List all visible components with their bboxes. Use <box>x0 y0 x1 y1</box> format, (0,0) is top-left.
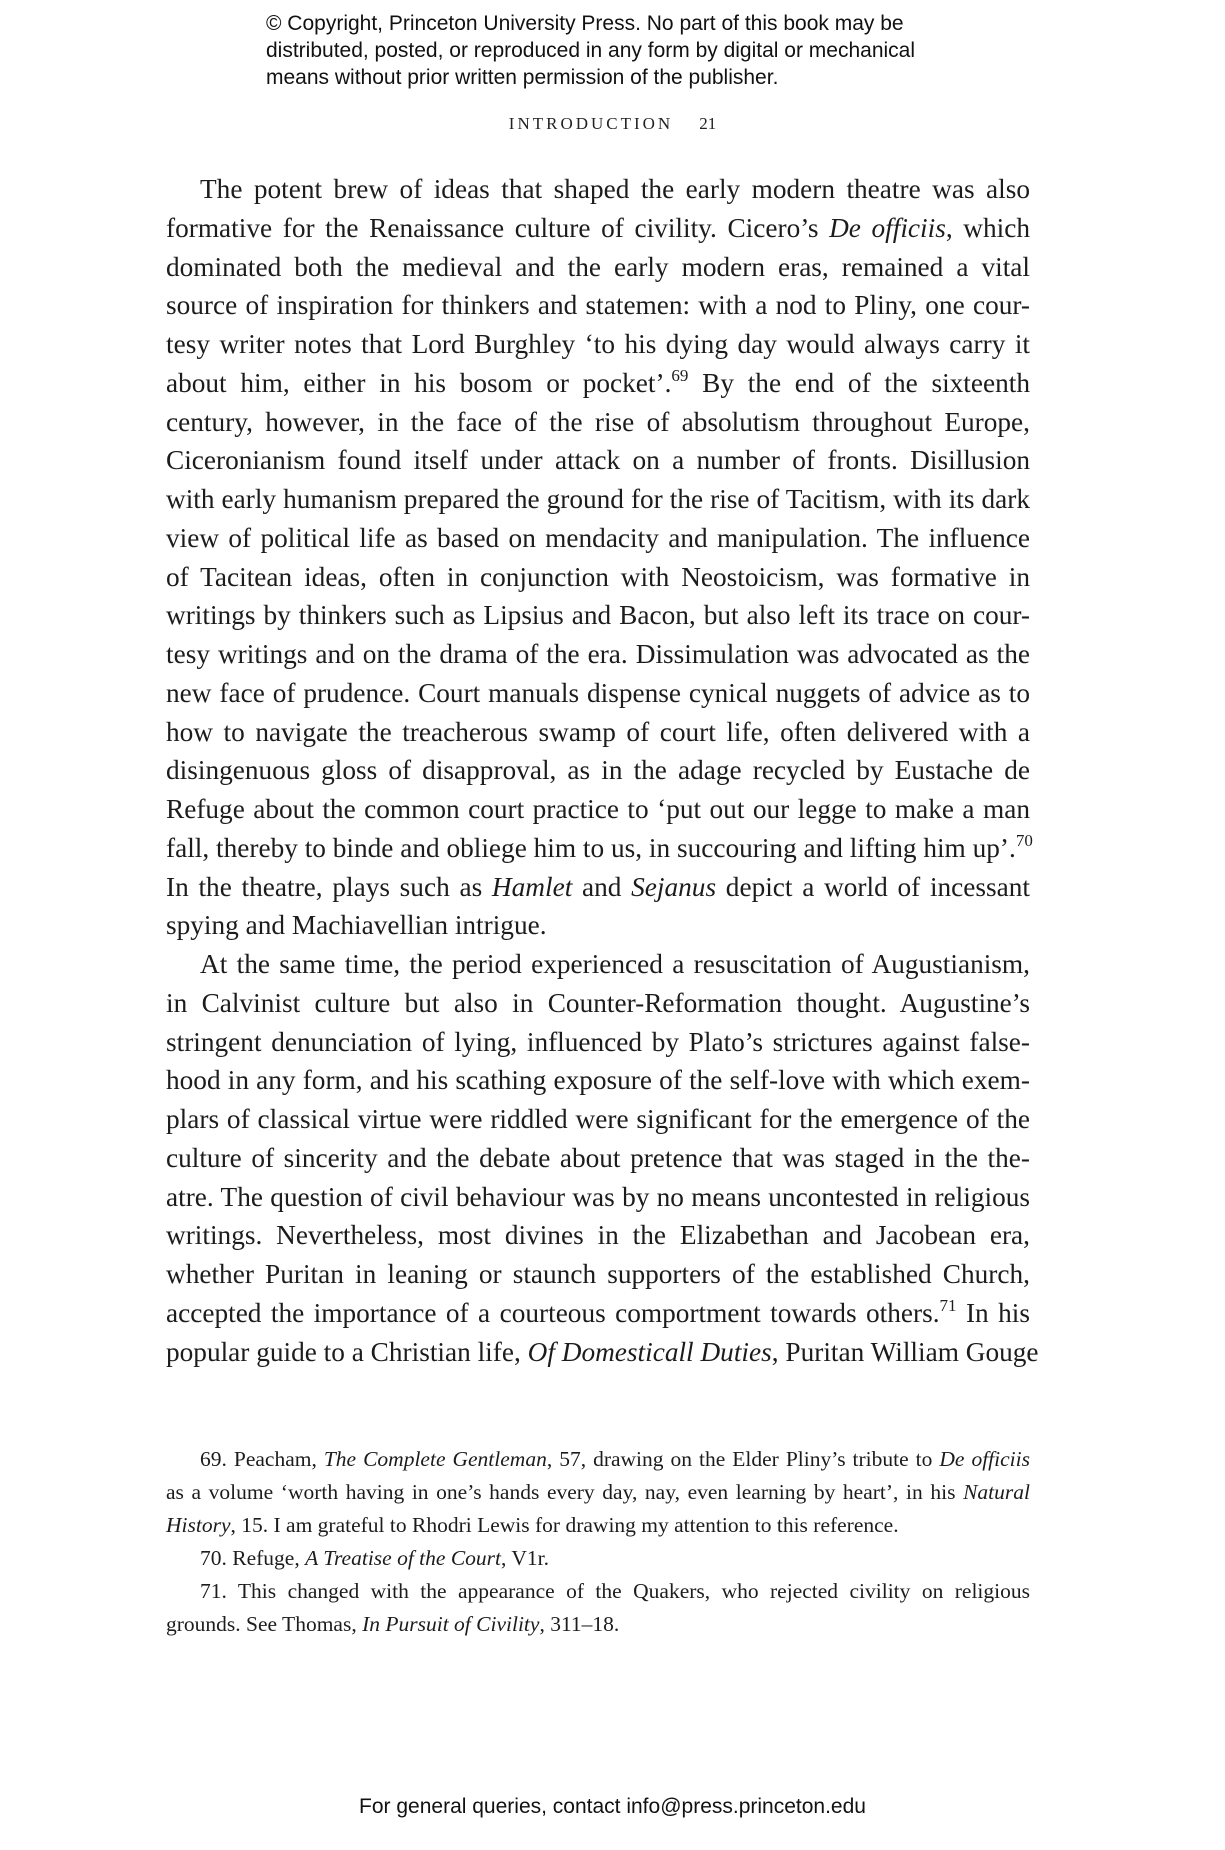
body-line: in Calvinist culture but also in Counter-Reformation thought. Augustine’s <box>166 987 1030 1018</box>
body-line: accepted the importance of a courteous comportment towards others.$^{71}$ In his <box>166 1295 1030 1328</box>
copyright-line: distributed, posted, or reproduced in any form by digital or mechanical <box>266 39 916 62</box>
body-line: At the same time, the period experienced a resuscitation of Augustianism, <box>200 949 1030 979</box>
body-line: how to navigate the treacherous swamp of court life, often delivered with a <box>166 716 1030 747</box>
footnote-ref: 69 <box>671 365 689 385</box>
body-line: of Tacitean ideas, often in conjunction with Neostoicism, was formative in <box>166 561 1030 592</box>
body-line: fall, thereby to binde and obliege him to us, in succouring and lifting him up’.$^{70}$ <box>166 830 1033 863</box>
page-number: 21 <box>699 114 717 133</box>
body-line: atre. The question of civil behaviour was by no means uncontested in religious <box>166 1181 1030 1212</box>
body-line: new face of prudence. Court manuals dispense cynical nuggets of advice as to <box>166 677 1030 708</box>
body-line: whether Puritan in leaning or staunch supporters of the established Church, <box>166 1259 1030 1289</box>
footnote-ref: 71 <box>939 1295 957 1315</box>
body-line: century, however, in the face of the rise of absolutism throughout Europe, <box>166 406 1030 437</box>
body-line: popular guide to a Christian life, Of Domesticall Duties, Puritan William Gouge <box>166 1336 1039 1367</box>
body-line: source of inspiration for thinkers and statemen: with a nod to Pliny, one cour- <box>166 290 1030 321</box>
copyright-line: © Copyright, Princeton University Press. No part of this book may be <box>266 12 904 35</box>
body-line: In the theatre, plays such as Hamlet and Sejanus depict a world of incessant <box>166 871 1030 902</box>
body-line: writings. Nevertheless, most divines in the Elizabethan and Jacobean era, <box>166 1220 1030 1251</box>
footnote-line: 70. Refuge, A Treatise of the Court, V1r. <box>200 1546 549 1570</box>
body-line: about him, either in his bosom or pocket’.$^{69}$ By the end of the sixteenth <box>166 365 1030 398</box>
body-line: formative for the Renaissance culture of civility. Cicero’s De officiis, which <box>166 212 1031 243</box>
body-line: disingenuous gloss of disapproval, as in the adage recycled by Eustache de <box>166 755 1030 786</box>
body-text <box>166 170 1039 1371</box>
body-line: Ciceronianism found itself under attack on a number of fronts. Disillusion <box>166 445 1030 476</box>
running-head <box>0 114 1225 134</box>
footnote-line: History, 15. I am grateful to Rhodri Lewis for drawing my attention to this reference. <box>166 1513 899 1537</box>
running-head-section: INTRODUCTION <box>508 114 674 133</box>
body-line: plars of classical virtue were riddled were significant for the emergence of the <box>166 1104 1030 1134</box>
body-line: dominated both the medieval and the early modern eras, remained a vital <box>166 251 1030 282</box>
footnote-line: grounds. See Thomas, In Pursuit of Civility, 311–18. <box>166 1612 620 1636</box>
body-line: spying and Machiavellian intrigue. <box>166 910 547 941</box>
footnote-ref: 70 <box>1015 830 1033 850</box>
body-line: tesy writer notes that Lord Burghley ‘to his dying day would always carry it <box>166 329 1030 359</box>
body-line: view of political life as based on mendacity and manipulation. The influence <box>166 522 1030 553</box>
body-line: The potent brew of ideas that shaped the early modern theatre was also <box>200 174 1030 204</box>
body-line: tesy writings and on the drama of the era. Dissimulation was advocated as the <box>166 639 1030 669</box>
footnote-line: 69. Peacham, The Complete Gentleman, 57, drawing on the Elder Pliny’s tribute to De officiis <box>200 1447 1030 1471</box>
body-line: Refuge about the common court practice to ‘put out our legge to make a man <box>166 794 1030 824</box>
footnote-line: 71. This changed with the appearance of the Quakers, who rejected civility on religious <box>200 1579 1030 1603</box>
body-line: stringent denunciation of lying, influenced by Plato’s strictures against false- <box>166 1026 1030 1057</box>
copyright-line: means without prior written permission of the publisher. <box>266 66 779 89</box>
body-line: with early humanism prepared the ground for the rise of Tacitism, with its dark <box>166 484 1030 514</box>
footer-contact: For general queries, contact info@press.princeton.edu <box>359 1795 866 1818</box>
footnotes <box>166 1443 1030 1641</box>
body-line: writings by thinkers such as Lipsius and Bacon, but also left its trace on cour- <box>166 600 1030 631</box>
body-line: hood in any form, and his scathing exposure of the self-love with which exem- <box>166 1065 1030 1096</box>
footnote-line: as a volume ‘worth having in one’s hands every day, nay, even learning by heart’, in his Natural <box>166 1480 1030 1504</box>
body-line: culture of sincerity and the debate about pretence that was staged in the the- <box>166 1142 1030 1173</box>
copyright-notice <box>266 10 1026 91</box>
